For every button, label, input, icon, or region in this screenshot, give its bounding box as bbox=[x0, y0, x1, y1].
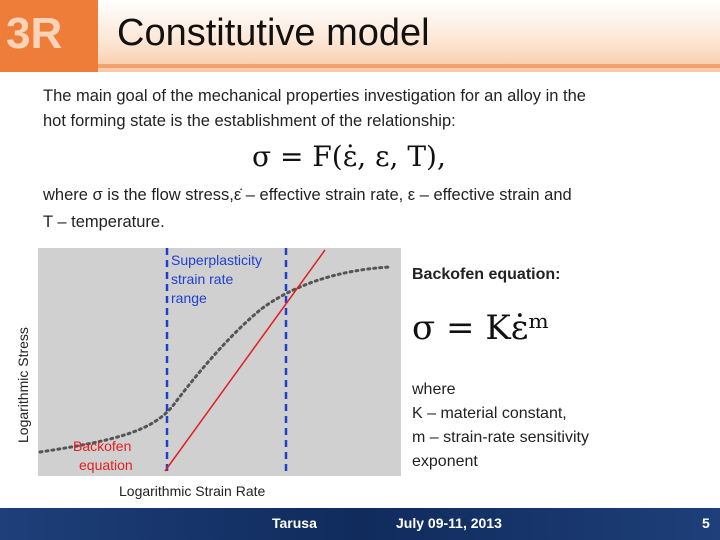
y-axis-label-box bbox=[12, 295, 36, 445]
intro-line-3: where σ is the flow stress,ε̇ – effective strain rate, ε – effective strain and bbox=[43, 186, 572, 204]
logo-text: 3R bbox=[6, 9, 63, 58]
k-definition: K – material constant, bbox=[412, 405, 567, 422]
backofen-chart bbox=[35, 245, 405, 500]
footer-bar bbox=[0, 508, 720, 540]
m-definition: m – strain-rate sensitivity bbox=[412, 429, 589, 446]
x-axis-label: Logarithmic Strain Rate bbox=[119, 483, 266, 499]
intro-line-2: hot forming state is the establishment of the relationship: bbox=[43, 112, 456, 130]
slide-title: Constitutive model bbox=[117, 12, 430, 54]
region-label-2: strain rate bbox=[171, 271, 234, 287]
header-rule bbox=[98, 64, 720, 68]
line-label-1: Backofen bbox=[73, 438, 132, 454]
footer-place: Tarusa bbox=[272, 515, 317, 531]
slide-header bbox=[0, 0, 720, 72]
region-label-1: Superplasticity bbox=[171, 252, 263, 268]
backofen-title: Backofen equation: bbox=[412, 266, 561, 283]
general-formula: σ = F(ε̇, ε, T), bbox=[252, 140, 446, 173]
footer-date: July 09-11, 2013 bbox=[396, 515, 502, 531]
logo bbox=[0, 0, 98, 72]
region-label-3: range bbox=[171, 290, 207, 306]
y-axis-label: Logarithmic Stress bbox=[15, 327, 31, 443]
intro-line-1: The main goal of the mechanical properties investigation for an alloy in the bbox=[43, 87, 586, 105]
backofen-formula: σ = Kε̇ᵐ bbox=[412, 308, 550, 348]
m-definition-cont: exponent bbox=[412, 453, 478, 470]
page-number: 5 bbox=[702, 515, 710, 531]
line-label-2: equation bbox=[79, 457, 133, 473]
intro-line-4: T – temperature. bbox=[43, 213, 165, 231]
where-label: where bbox=[412, 381, 456, 398]
